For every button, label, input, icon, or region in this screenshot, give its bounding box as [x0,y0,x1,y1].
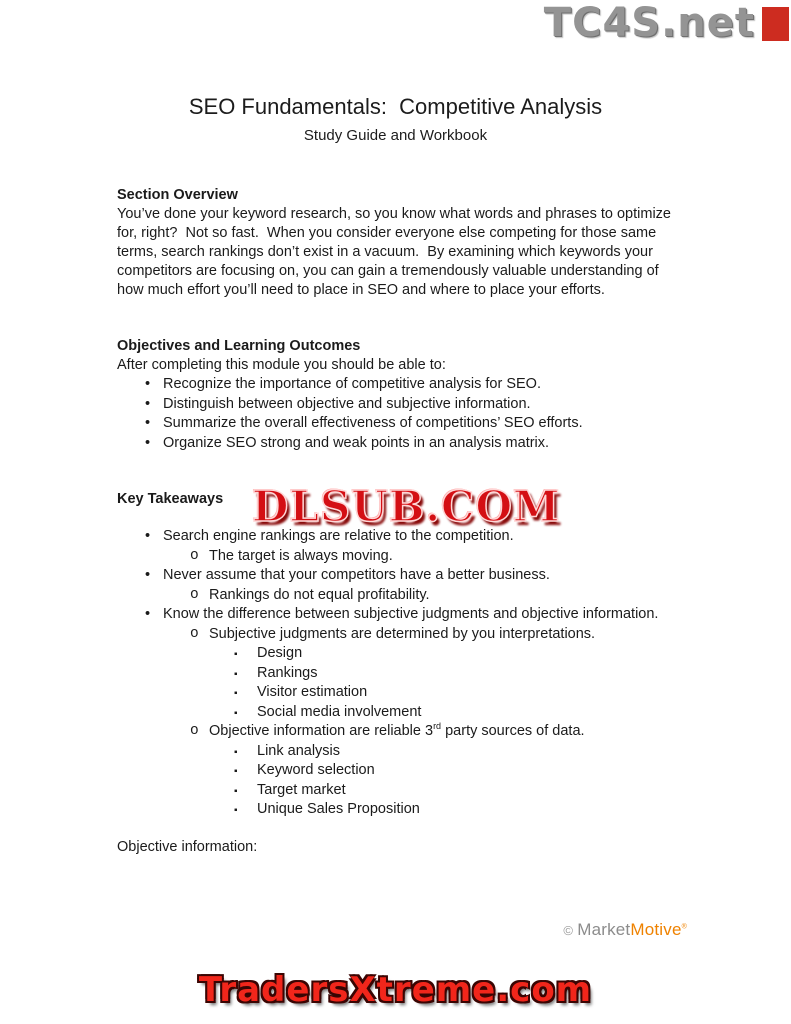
objectives-heading: Objectives and Learning Outcomes [117,338,361,354]
list-item-text: Summarize the overall effectiveness of competitions’ SEO efforts. [163,415,583,431]
list-item-text: Rankings do not equal profitability. [209,586,430,603]
list-item-text: Target market [257,781,346,798]
ordinal-superscript: rd [433,721,442,732]
square-bullet-icon: ▪ [234,707,238,719]
list-item [117,547,677,567]
list-item [117,625,677,645]
bullet-icon: • [145,415,151,431]
square-bullet-icon: ▪ [234,766,238,777]
list-item-text: Never assume that your competitors have a better business. [163,567,550,583]
list-item [117,683,677,703]
list-item-text: The target is always moving. [209,547,393,564]
circle-bullet-icon: o [190,547,199,564]
registered-mark-icon: ® [681,923,687,931]
list-item-text: Distinguish between objective and subjective information. [163,395,531,412]
bullet-icon: • [145,434,151,451]
square-bullet-icon: ▪ [234,805,238,816]
square-bullet-icon: ▪ [234,649,238,660]
top-watermark-red-block [762,7,789,41]
bottom-watermark: TradersXtreme.com [198,970,593,1010]
list-item [117,800,677,820]
top-watermark: TC4S.net [543,0,755,46]
list-item [117,586,677,606]
square-bullet-icon: ▪ [234,746,238,758]
square-bullet-icon: ▪ [234,785,238,797]
circle-bullet-icon: o [190,723,199,739]
list-item [117,434,677,454]
bullet-icon: • [145,528,151,544]
bullet-icon: • [145,395,151,412]
key-takeaways-list [117,527,677,820]
list-item [117,414,677,434]
list-item [117,722,677,742]
circle-bullet-icon: o [190,586,199,603]
list-item-text: Organize SEO strong and weak points in an analysis matrix. [163,434,550,451]
brand-market-text: Market [577,920,631,939]
list-item-text: Rankings [257,664,318,681]
bullet-icon: • [145,567,151,583]
list-item [117,644,677,664]
list-item [117,605,677,625]
marketmotive-logo [563,920,687,940]
objectives-list [117,375,677,453]
list-item-text: Search engine rankings are relative to the competition. [163,528,514,544]
list-item-text: Social media involvement [257,703,422,720]
circle-bullet-icon: o [190,625,199,642]
title-block [0,94,791,144]
list-item-text: Visitor estimation [257,684,368,700]
page-title: SEO Fundamentals: Competitive Analysis [188,94,603,119]
list-item [117,395,677,415]
list-item-text: Keyword selection [257,762,375,778]
list-item-text: Link analysis [257,742,341,759]
key-takeaways-heading: Key Takeaways [117,491,224,507]
list-item [117,566,677,586]
objectives-intro: After completing this module you should be able to: [117,357,446,373]
middle-watermark: DLSUB.COM [252,482,561,531]
copyright-icon: © [563,923,574,938]
section-overview-text: You’ve done your keyword research, so you know what words and phrases to optimize for, right? Not so fast. When you consider everyone else competing for those same terms, search rankings don’t exist in a vacuum. By examining which keywords your competitors are focusing on, you can gain a tremendously valuable understanding of how much effort you’ll need to place in SEO and where to place your efforts. [117,206,676,298]
bullet-icon: • [145,376,151,392]
list-item [117,703,677,723]
list-item [117,742,677,762]
list-item [117,664,677,684]
section-overview-heading: Section Overview [117,187,238,203]
list-item [117,761,677,781]
brand-motive-text: Motive [630,920,682,939]
list-item-text: Unique Sales Proposition [257,801,420,817]
list-item [117,781,677,801]
square-bullet-icon: ▪ [234,668,238,680]
list-item-text: Subjective judgments are determined by you interpretations. [209,625,596,642]
bullet-icon: • [145,606,151,622]
list-item-text: Recognize the importance of competitive analysis for SEO. [163,376,541,392]
page-subtitle: Study Guide and Workbook [303,127,488,144]
list-item-text: Objective information are reliable 3rd party sources of data. [209,721,585,739]
closing-line: Objective information: [117,838,258,855]
list-item-text: Design [257,645,303,661]
list-item [117,375,677,395]
square-bullet-icon: ▪ [234,688,238,699]
list-item-text: Know the difference between subjective judgments and objective information. [163,606,659,622]
